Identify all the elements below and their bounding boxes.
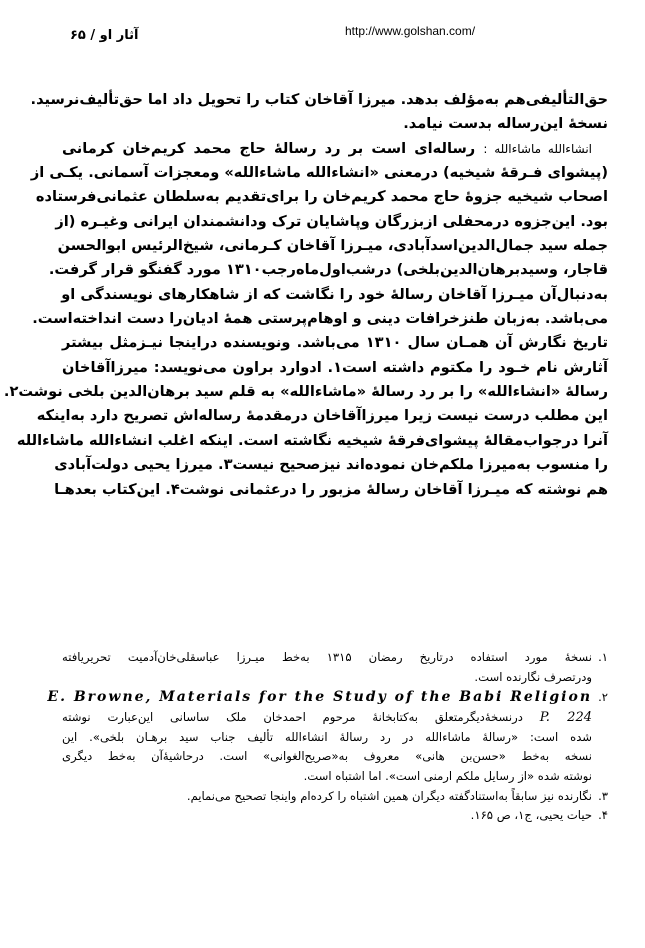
footnote-3 (62, 787, 608, 807)
body-text (3, 88, 609, 502)
entry-text: رساله‌ای است بر رد رسالهٔ حاج محمد کریم‌خان کرمانی (62, 139, 476, 157)
entry-term: انشاءالله ماشاءالله : (483, 141, 592, 156)
citation-title: E. Browne, Materials for the Study of the Babi Religion (47, 689, 592, 706)
footnote-number: ۳. (598, 788, 608, 803)
footnote-text: درنسخهٔ‌دیگرمتعلق به‌کتابخانهٔ مرحوم احمدخان ملک ساسانی این‌عبارت نوشته (62, 710, 523, 725)
footnote-2-cont (62, 708, 608, 728)
running-title: آثار او / ۶۵ (70, 28, 139, 43)
text-line: هم نوشته که میـرزا آقاخان رسالهٔ مزبور را درعثمانی نوشت۴. این‌کتاب بعدهـا (54, 480, 608, 498)
text-line: رسالهٔ «انشاءالله» را بر رد رسالهٔ «ماشاءالله» به قلم سید برهان‌الدین بلخی نوشت۲. (3, 383, 608, 401)
citation-page: P. 224 (539, 710, 592, 726)
text-line: جمله سید جمال‌الدین‌اسدآبادی، میـرزا آقاخان کـرمانی، شیخ‌الرئیس ابوالحسن (57, 237, 608, 255)
text-line: اصحاب شیخیه جزوهٔ حاج محمد کریم‌خان را برای‌تقدیم به‌سلطان عثمانی‌فرستاده (35, 188, 608, 206)
text-line: حق‌التألیفی‌هم به‌مؤلف بدهد. میرزا آقاخان کتاب را تحویل داد اما حق‌تألیف‌نرسید. (30, 91, 608, 108)
text-line: قاجار، وسیدبرهان‌الدین‌بلخی) درشب‌اول‌ماه‌رجب۱۳۱۰ مورد گفنگو قرار گرفت. (48, 261, 608, 279)
text-line: (پیشوای فـرقهٔ شیخیه) درمعنی «انشاءالله ماشاءالله» ومعجزات آسمانی. یکـی از (30, 164, 608, 182)
source-url: http://www.golshan.com/ (345, 24, 476, 38)
text-line: تاریخ نگارش آن همـان سال ۱۳۱۰ می‌باشد. ونویسنده دراینجا نیـزمثل بیشتر (62, 334, 608, 352)
text-line: آنرا درجواب‌مقالهٔ پیشوای‌فرقهٔ شیخیه نگاشته است. اینکه اغلب انشاءالله ماشاءالله (16, 431, 608, 449)
footnote-2-cont: شده است: «رسالهٔ ماشاءالله در رد رسالهٔ انشاءالله تألیف جناب سید برهـان بلخی». این (62, 729, 592, 744)
footnote-2 (47, 687, 608, 708)
footnote-1 (62, 648, 608, 668)
footnote-number: ۱. (598, 650, 608, 664)
footnote-text: نسخهٔ مورد استفاده درتاریخ رمضان ۱۳۱۵ به‌خط میـرزا عباسقلی‌خان‌آدمیت تحریریافته (62, 650, 592, 664)
footnote-2-cont: نسخه به‌خط «حسن‌بن هانی» معروف به«صریح‌الغوانی» است. درحاشیهٔ‌آن به‌خط دیگری (62, 749, 592, 764)
text-line: نسخهٔ این‌رساله بدست نیامد. (403, 115, 608, 133)
text-line: را منسوب به‌میرزا ملکم‌خان نموده‌اند نیزصحیح نیست۳. میرزا یحیی دولت‌آبادی (54, 456, 608, 474)
text-line: به‌دنبال‌آن میـرزا آقاخان رسالهٔ خود را نگاشت که از شاهکارهای نویسندگی او (61, 285, 608, 303)
footnote-1-cont: ودرتصرف نگارنده است. (474, 669, 592, 684)
text-line: می‌باشد. به‌زبان طنزخرافات دینی و اوهام‌پرستی همهٔ ادیان‌را دست انداخته‌است. (32, 310, 608, 328)
footnote-text: حیات یحیی، ج۱، ص ۱۶۵. (470, 808, 592, 823)
footnote-text: نگارنده نیز سابقاً به‌استنادگفته دیگران همین اشتباه را کرده‌ام واینجا تصحیح می‌نمایم. (186, 788, 592, 803)
footnote-number: ۴. (598, 808, 608, 823)
text-line: بود. این‌جزوه درمحفلی ازبزرگان وپاشایان ترک ودانشمندان ایرانی وغیـره (از (55, 212, 608, 230)
footnote-2-cont: نوشته شده «از رسایل ملکم ارمنی است». اما اشتباه است. (303, 768, 592, 783)
text-line: آثارش نام خـود را مکتوم داشته است۱. ادوارد براون می‌نویسد: میرزاآقاخان (62, 358, 609, 376)
footnote-4 (62, 806, 608, 826)
text-line: این مطلب درست نیست زیرا میرزاآقاخان درمقدمهٔ رساله‌اش تصریح دارد به‌اینکه (36, 407, 608, 425)
footnotes (47, 648, 608, 826)
footnote-number: ۲. (598, 690, 608, 705)
text-line (62, 137, 608, 161)
